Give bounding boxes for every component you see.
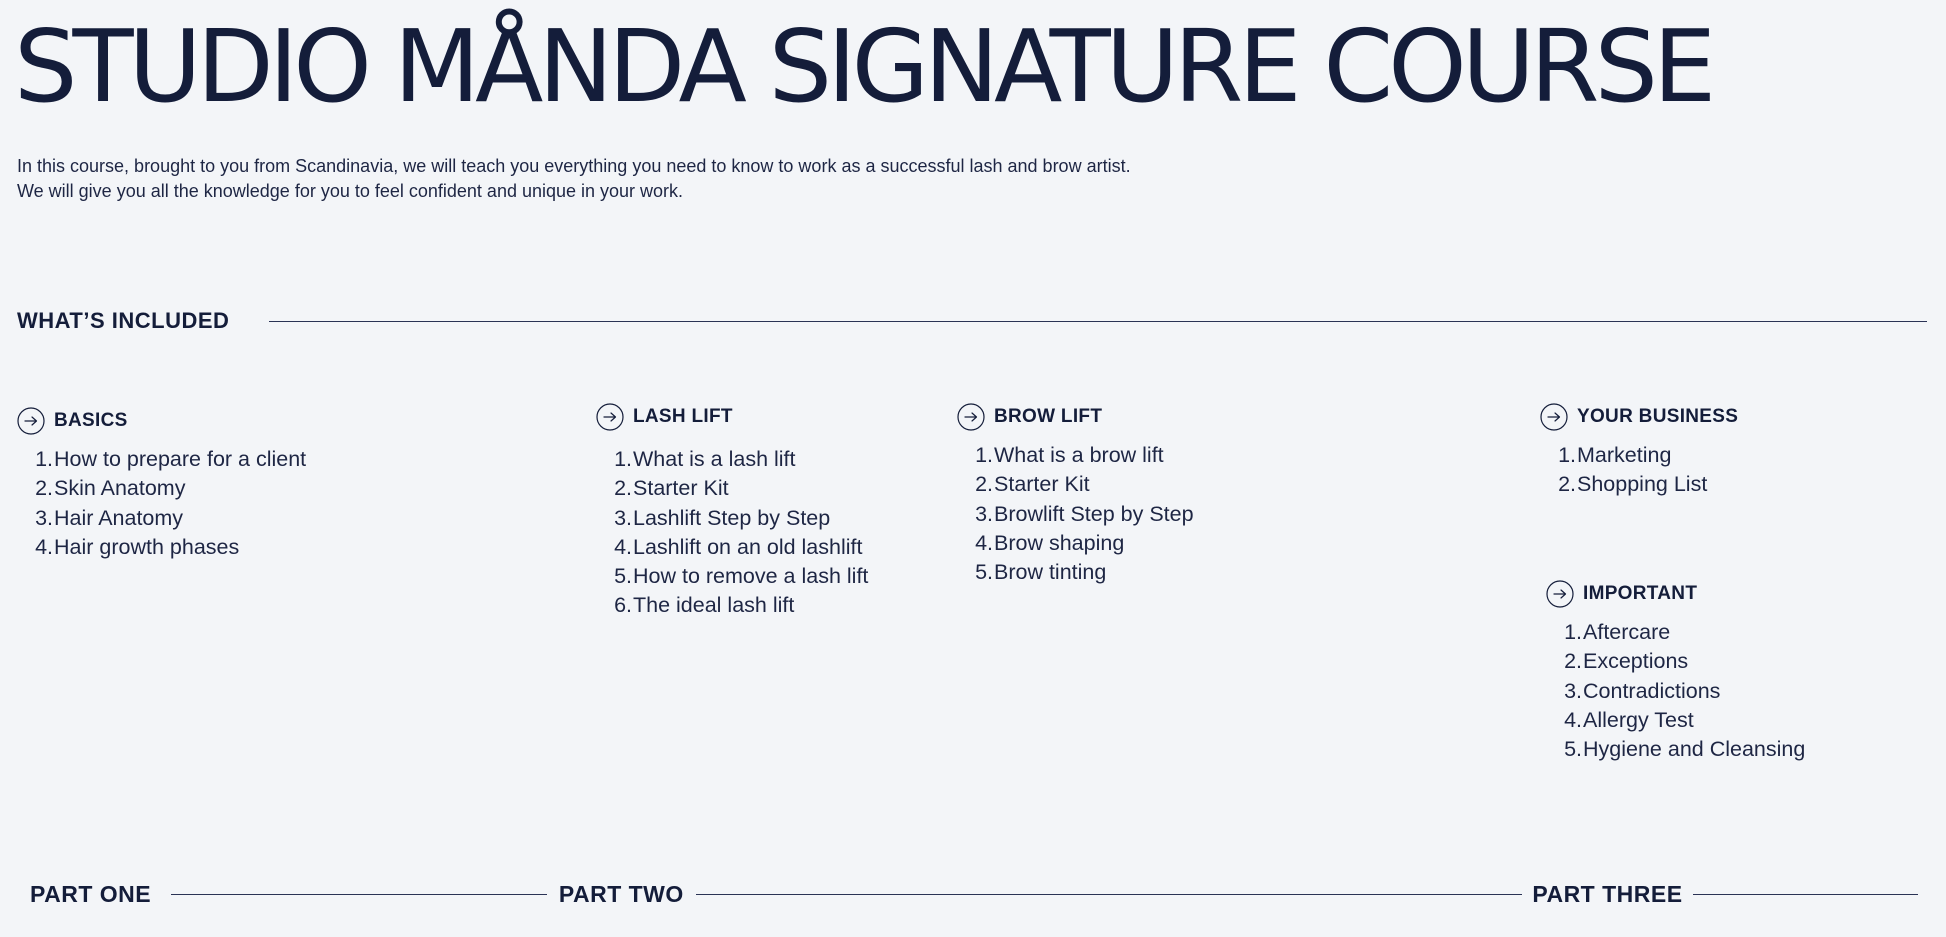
item-text: Starter Kit [633,476,729,501]
lesson-list [957,441,1194,587]
module-basics-header[interactable] [17,405,306,437]
item-text: Shopping List [1577,472,1708,497]
item-text: Allergy Test [1583,707,1694,732]
arrow-right-circle-icon[interactable] [596,403,624,431]
item-text: Lashlift on an old lashlift [633,534,863,559]
arrow-right-circle-icon[interactable] [17,407,45,435]
item-number: 5. [1564,737,1582,762]
module-title: LASH LIFT [633,406,733,427]
item-text: Brow shaping [994,530,1125,555]
list-item[interactable] [1546,647,1805,676]
divider-line [1693,894,1918,895]
item-text: Contradictions [1583,678,1721,703]
list-item[interactable] [1546,618,1805,647]
item-number: 1. [975,443,993,467]
list-item[interactable] [957,558,1194,587]
item-text: Starter Kit [994,472,1090,497]
item-text: Lashlift Step by Step [633,505,831,530]
item-number: 4. [614,534,632,559]
item-number: 2. [1558,472,1576,497]
list-item[interactable] [1546,677,1805,706]
module-brow-lift-header[interactable] [957,401,1194,433]
module-important [1546,578,1805,764]
module-important-header[interactable] [1546,578,1805,610]
item-text: Brow tinting [994,560,1107,585]
list-item[interactable] [957,470,1194,499]
item-number: 3. [1564,678,1582,703]
item-number: 1. [35,447,53,471]
list-item[interactable] [596,445,868,474]
part-three-label[interactable]: PART THREE [1532,880,1683,907]
item-number: 2. [35,476,53,501]
list-item[interactable] [17,533,306,562]
item-number: 2. [1564,649,1582,674]
item-text: Skin Anatomy [54,476,186,501]
item-text: Hair Anatomy [54,505,184,530]
divider-line [696,894,1523,895]
item-number: 3. [35,505,53,530]
item-number: 5. [614,564,632,589]
item-text: Browlift Step by Step [994,501,1194,526]
module-your-business-header[interactable] [1540,401,1738,433]
module-basics [17,405,306,562]
item-number: 3. [975,501,993,526]
course-parts-bar [30,876,1918,912]
module-brow-lift [957,401,1194,587]
list-item[interactable] [17,504,306,533]
list-item[interactable] [596,474,868,503]
item-text: Hair growth phases [54,534,240,559]
list-item[interactable] [1546,706,1805,735]
part-one-label[interactable]: PART ONE [30,880,152,907]
module-lash-lift-header[interactable] [596,401,868,433]
arrow-right-circle-icon[interactable] [1546,580,1574,608]
course-intro [17,154,1417,204]
item-number: 4. [1564,707,1582,732]
list-item[interactable] [596,591,868,620]
divider-line [171,894,547,895]
list-item[interactable] [596,533,868,562]
list-item[interactable] [17,445,306,474]
module-your-business [1540,401,1738,500]
item-text: How to prepare for a client [54,447,307,471]
list-item[interactable] [957,500,1194,529]
module-title: IMPORTANT [1583,583,1698,604]
list-item[interactable] [1546,735,1805,764]
module-title: BROW LIFT [994,406,1103,427]
part-two-label[interactable]: PART TWO [558,880,684,907]
item-text: What is a brow lift [994,443,1164,467]
module-lash-lift [596,401,868,621]
item-number: 4. [975,530,993,555]
page-title: STUDIO MÅNDA SIGNATURE COURSE [14,8,1712,125]
list-item[interactable] [957,441,1194,470]
divider-line [269,321,1927,322]
item-text: Aftercare [1583,620,1671,644]
lesson-list [596,445,868,621]
module-title: BASICS [54,410,128,431]
item-text: Hygiene and Cleansing [1583,737,1806,762]
intro-line-1: In this course, brought to you from Scandinavia, we will teach you everything you need to know to work as a successful lash and brow artist. [17,156,1131,176]
list-item[interactable] [596,504,868,533]
item-number: 1. [1558,443,1576,467]
item-text: Exceptions [1583,649,1689,674]
item-number: 1. [1564,620,1582,644]
whats-included-header [17,308,1927,334]
whats-included-label: WHAT’S INCLUDED [17,308,230,333]
list-item[interactable] [957,529,1194,558]
item-number: 3. [614,505,632,530]
lesson-list [1540,441,1738,500]
item-number: 2. [975,472,993,497]
list-item[interactable] [1540,470,1738,499]
lesson-list [1546,618,1805,764]
item-text: What is a lash lift [633,447,796,471]
arrow-right-circle-icon[interactable] [1540,403,1568,431]
list-item[interactable] [17,474,306,503]
item-text: Marketing [1577,443,1672,467]
item-number: 4. [35,534,53,559]
item-number: 5. [975,560,993,585]
list-item[interactable] [596,562,868,591]
intro-line-2: We will give you all the knowledge for you to feel confident and unique in your work. [17,181,684,201]
item-number: 2. [614,476,632,501]
list-item[interactable] [1540,441,1738,470]
module-title: YOUR BUSINESS [1577,406,1739,427]
arrow-right-circle-icon[interactable] [957,403,985,431]
lesson-list [17,445,306,562]
item-text: How to remove a lash lift [633,564,869,589]
item-number: 1. [614,447,632,471]
item-number: 6. [614,593,632,618]
item-text: The ideal lash lift [633,593,795,618]
